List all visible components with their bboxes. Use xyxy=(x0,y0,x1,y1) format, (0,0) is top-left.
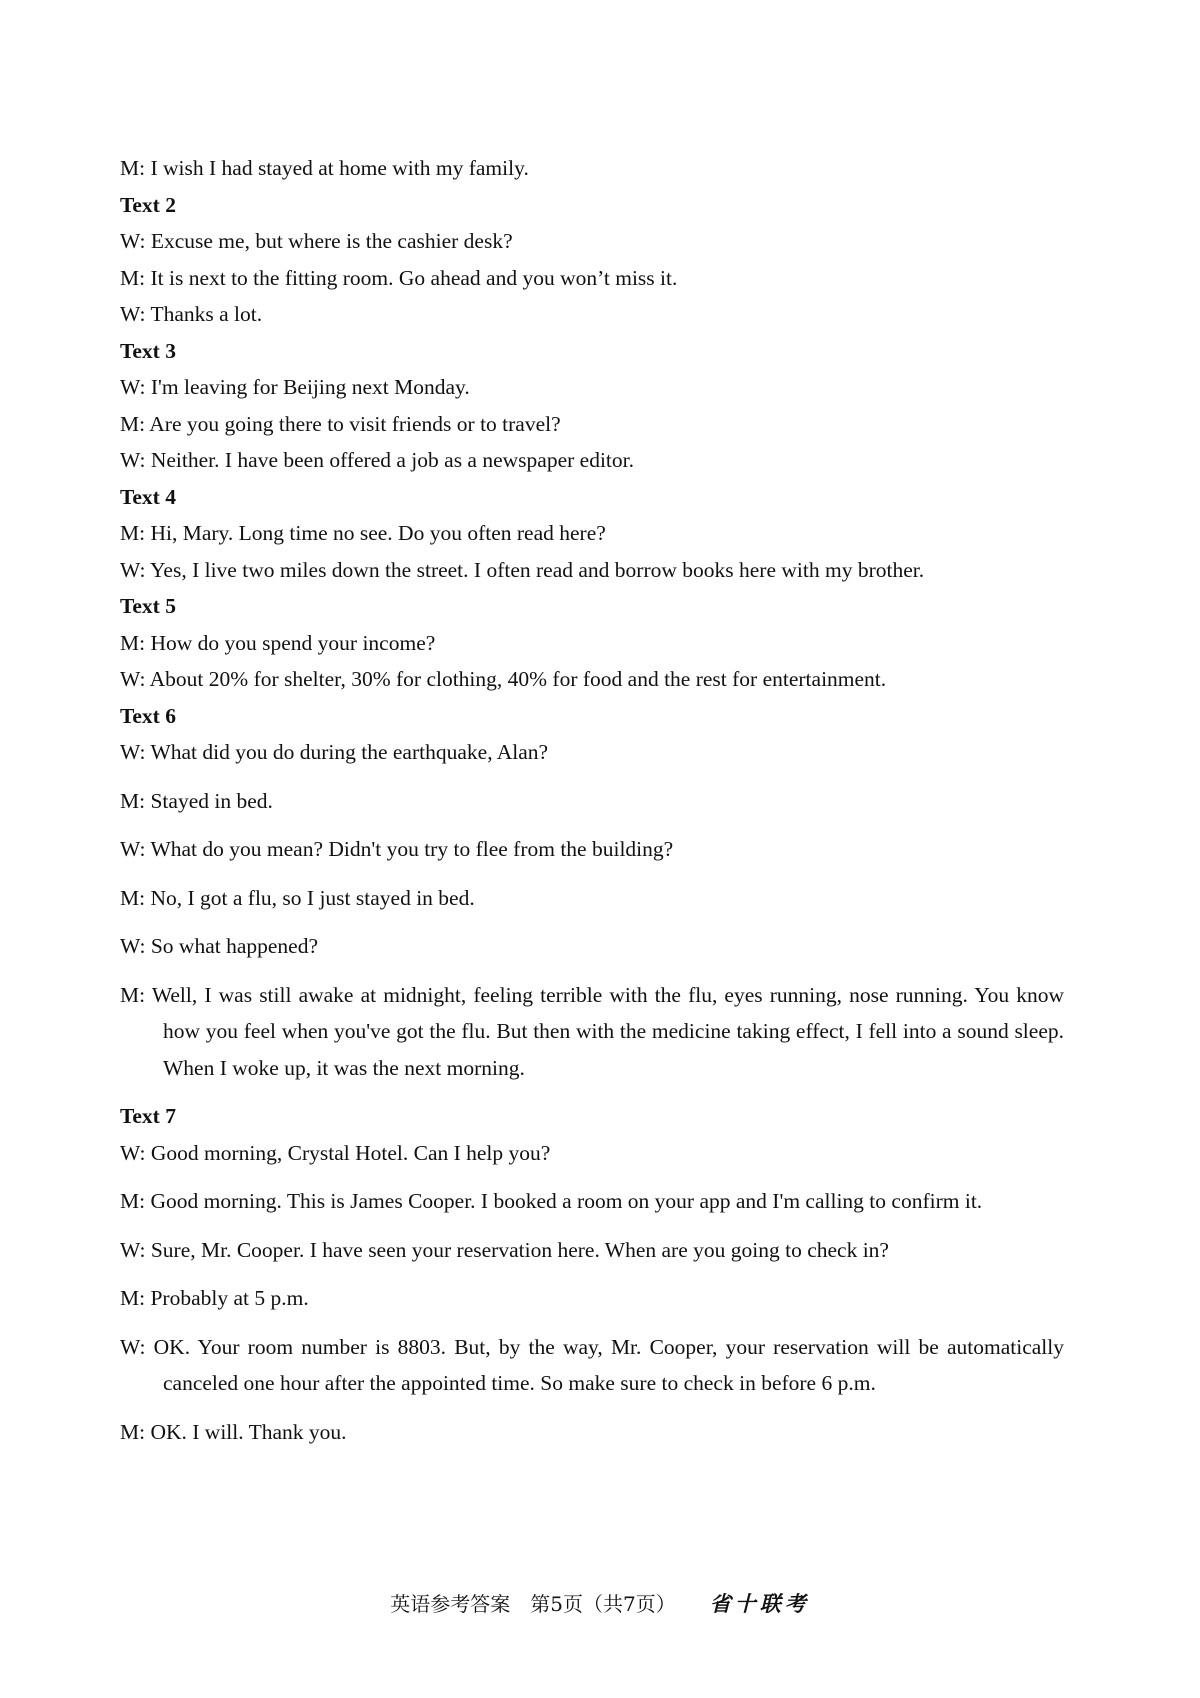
dialogue-line: W: Good morning, Crystal Hotel. Can I help you? xyxy=(120,1140,551,1165)
dialogue-line: W: Sure, Mr. Cooper. I have seen your reservation here. When are you going to check in? xyxy=(120,1237,889,1262)
dialogue-line: M: OK. I will. Thank you. xyxy=(120,1419,347,1444)
dialogue-line: W: What do you mean? Didn't you try to flee from the building? xyxy=(120,837,674,861)
section-heading-text-5: Text 5 xyxy=(120,594,176,618)
section-heading-text-2: Text 2 xyxy=(120,192,176,217)
dialogue-line: W: Neither. I have been offered a job as a newspaper editor. xyxy=(120,448,634,472)
exam-brand-logo: 省十联考 xyxy=(709,1591,810,1616)
dialogue-line: W: Thanks a lot. xyxy=(120,302,263,326)
dialogue-line: M: No, I got a flu, so I just stayed in bed. xyxy=(120,885,475,910)
dialogue-line: W: About 20% for shelter, 30% for clothing, 40% for food and the rest for entertainment. xyxy=(120,667,887,691)
dialogue-line: M: Are you going there to visit friends or to travel? xyxy=(120,411,561,436)
dialogue-line: W: OK. Your room number is 8803. But, by the way, Mr. Cooper, your reservation will be automatically canceled one hour after the appointed time. So make sure to check in before 6 p.m. xyxy=(120,1334,1064,1395)
dialogue-line: M: I wish I had stayed at home with my family. xyxy=(120,156,529,180)
section-heading-text-3: Text 3 xyxy=(120,338,176,363)
dialogue-line: M: Hi, Mary. Long time no see. Do you often read here? xyxy=(120,521,606,545)
dialogue-line: M: Good morning. This is James Cooper. I booked a room on your app and I'm calling to confirm it. xyxy=(120,1189,983,1213)
dialogue-line: M: It is next to the fitting room. Go ahead and you won’t miss it. xyxy=(120,265,678,290)
dialogue-line: M: Probably at 5 p.m. xyxy=(120,1286,309,1310)
transcript-body xyxy=(120,150,1064,1450)
section-heading-text-6: Text 6 xyxy=(120,703,176,728)
dialogue-line: M: Well, I was still awake at midnight, feeling terrible with the flu, eyes running, nose running. You know how you feel when you've got the flu. But then with the medicine taking effect, I fell into a sound sleep. When I woke up, it was the next morning. xyxy=(120,982,1064,1080)
dialogue-line: W: What did you do during the earthquake, Alan? xyxy=(120,740,549,764)
section-heading-text-4: Text 4 xyxy=(120,484,176,509)
dialogue-line: W: Excuse me, but where is the cashier desk? xyxy=(120,229,513,253)
section-heading-text-7: Text 7 xyxy=(120,1104,176,1128)
page-footer xyxy=(0,1590,1200,1619)
dialogue-line: M: How do you spend your income? xyxy=(120,630,436,655)
dialogue-line: W: Yes, I live two miles down the street. I often read and borrow books here with my brother. xyxy=(120,557,925,582)
footer-page-info: 英语参考答案 第5页（共7页） xyxy=(390,1592,676,1616)
dialogue-line: W: I'm leaving for Beijing next Monday. xyxy=(120,375,470,399)
dialogue-line: M: Stayed in bed. xyxy=(120,788,273,813)
dialogue-line: W: So what happened? xyxy=(120,934,319,958)
